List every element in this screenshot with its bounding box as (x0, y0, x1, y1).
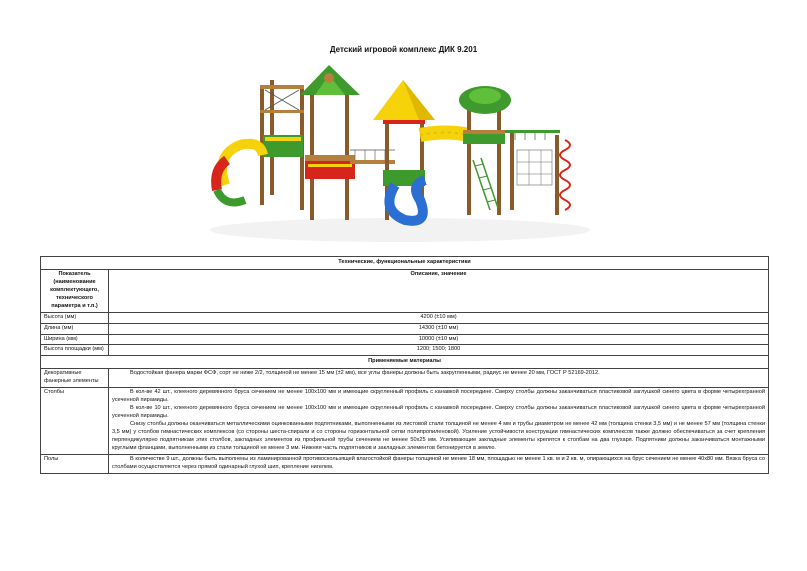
material-label: Столбы (41, 388, 109, 455)
playground-complex-illustration (205, 60, 595, 245)
description-paragraph: В кол-ве 42 шт., клееного деревянного бруса сечением не менее 100х100 мм и имеющие скругленный профиль с канавкой посередине. Сверху столбы должны заканчиваться пластиковой заглушкой синего цвета в форме четырехгранной усеченной пирамиды. (112, 389, 765, 404)
table-row (41, 369, 769, 388)
material-description (109, 388, 769, 455)
table-row (41, 345, 769, 356)
param-value: 1200; 1500; 1800 (109, 345, 769, 356)
material-description (109, 454, 769, 473)
table-row (41, 388, 769, 455)
description-paragraph: Водостойкая фанера марки ФСФ, сорт не ниже 2/2, толщиной не менее 15 мм (±2 мм), все углы фанеры должны быть закругленными, радиус не менее 20 мм, ГОСТ Р 52169-2012. (130, 370, 600, 377)
param-label: Высота (мм) (41, 312, 109, 323)
document-title: Детский игровой комплекс ДИК 9.201 (329, 45, 478, 54)
description-paragraph: В кол-ве 10 шт., клееного деревянного бруса сечением не менее 100х100 мм и имеющие скругленный профиль с канавкой посередине. Сверху столбы должны заканчиваться пластиковой заглушкой синего цвета в форме четырехгранной усеченной пирамиды. (112, 405, 765, 419)
yellow-tube-slide (420, 133, 470, 136)
column-header-parameter: Показатель (наименование комплектующего, технического параметра и т.п.) (41, 269, 109, 312)
table-row (41, 454, 769, 473)
param-label: Ширина (мм) (41, 334, 109, 345)
material-label: Декоративные фанерные элементы (41, 369, 109, 388)
right-tower (459, 86, 511, 215)
param-label: Длина (мм) (41, 323, 109, 334)
section-technical-header: Технические, функциональные характеристики (41, 257, 769, 270)
material-label: Полы (41, 454, 109, 473)
table-row (41, 323, 769, 334)
yellow-roof-tower (373, 80, 435, 221)
specification-table (40, 256, 769, 474)
column-header-value: Описание, значение (109, 269, 769, 312)
material-description (109, 369, 769, 388)
description-paragraph: В количестве 9 шт., должны быть выполнены из ламинированной противоскользящей влагостойкой фанеры толщиной не менее 18 мм, площадью не менее 1 кв. м и 2 кв. м, опирающихся на брус сечением не менее 40х80 мм. Вязка бруса со столбами осуществляется через прямой одинарный глухой шип, крепление нигелем. (112, 455, 765, 470)
param-value: 4200 (±10 мм) (109, 312, 769, 323)
section-materials-header: Применяемые материалы (41, 356, 769, 369)
description-paragraph: Снизу столбы должны оканчиваться металлическими оцинкованными подпятниками, выполненными из листовой стали толщиной не менее 4 мм и трубы диаметром не менее 42 мм (толщина стенки 3,5 мм) и не менее 57 мм (толщина стенки 3,5 мм) у столбов гимнастических комплексов (со стороны шеста-спирали и со стороны горизонтальной сетки полипропиленовой). Усиление устойчивости конструкции гимнастических комплексов также должно обеспечиваться за счет крепления перпендикулярно подпятникам этих столбов, закладных элементов из профильной трубы сечением не менее 50х25 мм. Усиливающие закладные элементы крепятся к столбам на два глухаря. Подпятники должны заканчиваться монтажными круглыми фланцами, выполненными из стали толщиной не менее 3 мм. Нижняя часть подпятников и закладных элементов бетонируется в землю. (112, 420, 765, 451)
param-value: 10000 (±10 мм) (109, 334, 769, 345)
table-row (41, 334, 769, 345)
table-row (41, 312, 769, 323)
left-tower (216, 80, 304, 210)
gymnastic-frame (505, 130, 570, 215)
param-value: 14300 (±10 мм) (109, 323, 769, 334)
param-label: Высота площадки (мм) (41, 345, 109, 356)
middle-tower (300, 65, 360, 220)
